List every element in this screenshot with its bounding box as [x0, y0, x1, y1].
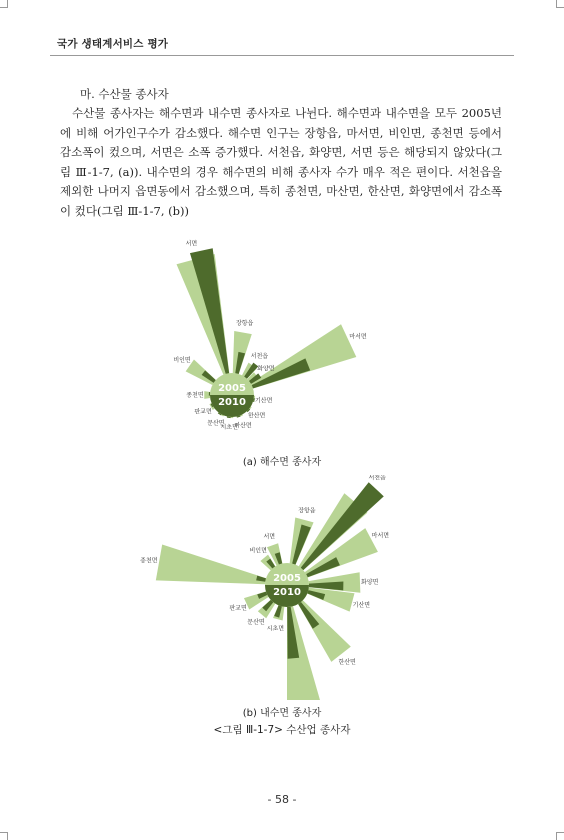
category-label: 판교면: [194, 408, 212, 416]
category-label: 종천면: [186, 392, 204, 399]
radial-chart-sea-workers: [0, 235, 564, 450]
crop-mark-bottom-right: [556, 832, 564, 840]
category-label: 한산면: [247, 412, 266, 420]
category-label: 문산면: [247, 618, 265, 626]
bar-2010-종천면: [209, 392, 210, 396]
center-label-2005: 2005: [273, 573, 301, 584]
chart-a-subtitle: (a) 해수면 종사자: [242, 457, 322, 468]
category-label: 서면: [185, 240, 198, 248]
category-label: 마산면: [234, 422, 252, 430]
category-label: 비인면: [249, 547, 267, 555]
category-label: 기산면: [255, 397, 273, 405]
category-label: 화양면: [257, 365, 275, 373]
category-label: 한산면: [338, 658, 356, 666]
running-header: 국가 생태계서비스 평가: [57, 38, 169, 50]
category-label: 장항읍: [235, 320, 254, 328]
category-label: 서면: [263, 533, 276, 541]
crop-mark-top-left: [0, 0, 8, 8]
header-rule: [50, 55, 514, 56]
bar-2010-서면: [190, 248, 229, 374]
category-label: 문산면: [207, 419, 225, 427]
crop-mark-top-right: [556, 0, 564, 8]
chart-b-subtitle: (b) 내수면 종사자: [242, 708, 322, 719]
category-label: 비인면: [173, 357, 191, 365]
figure-caption: <그림 Ⅲ-1-7> 수산업 종사자: [213, 724, 351, 736]
category-label: 시초면: [266, 625, 285, 633]
category-label: 화양면: [361, 579, 379, 587]
category-label: 판교면: [229, 604, 247, 612]
category-label: 시초면: [220, 424, 238, 432]
category-label: 장항읍: [298, 507, 316, 515]
radial-chart-inland-workers: [0, 475, 564, 700]
category-label: 기산면: [352, 601, 371, 609]
category-label: 마서면: [371, 532, 390, 540]
page-number: - 58 -: [267, 793, 297, 806]
category-label: 마서면: [349, 333, 367, 341]
center-label-2010: 2010: [273, 587, 301, 598]
body-paragraph: 수산물 종사자는 해수면과 내수면 종사자로 나뉜다. 해수면과 내수면을 모두 2005년에 비해 어가인구수가 감소했다. 해수면 인구는 장항읍, 마서면, 비인면, 종천면 등에서 감소폭이 컸으며, 서면은 소폭 증가했다. 서천읍, 화양면, 서면 등은 해당되지 않았다(그림 Ⅲ-1-7, (a)). 내수면의 경우 해수면의 비해 종사자 수가 매우 적은 편이다. 서천읍을 제외한 나머지 읍면동에서 감소했으며, 특히 종천면, 마산면, 한산면, 화양면에서 감소폭이 컸다(그림 Ⅲ-1-7, (b)): [60, 106, 502, 218]
center-label-2010: 2010: [218, 397, 246, 408]
category-label: 서천읍: [368, 475, 386, 482]
center-label-2005: 2005: [218, 383, 246, 394]
category-label: 종천면: [140, 557, 158, 565]
section-heading: 마. 수산물 종사자: [80, 87, 169, 101]
category-label: 서천읍: [250, 352, 269, 360]
crop-mark-bottom-left: [0, 832, 8, 840]
